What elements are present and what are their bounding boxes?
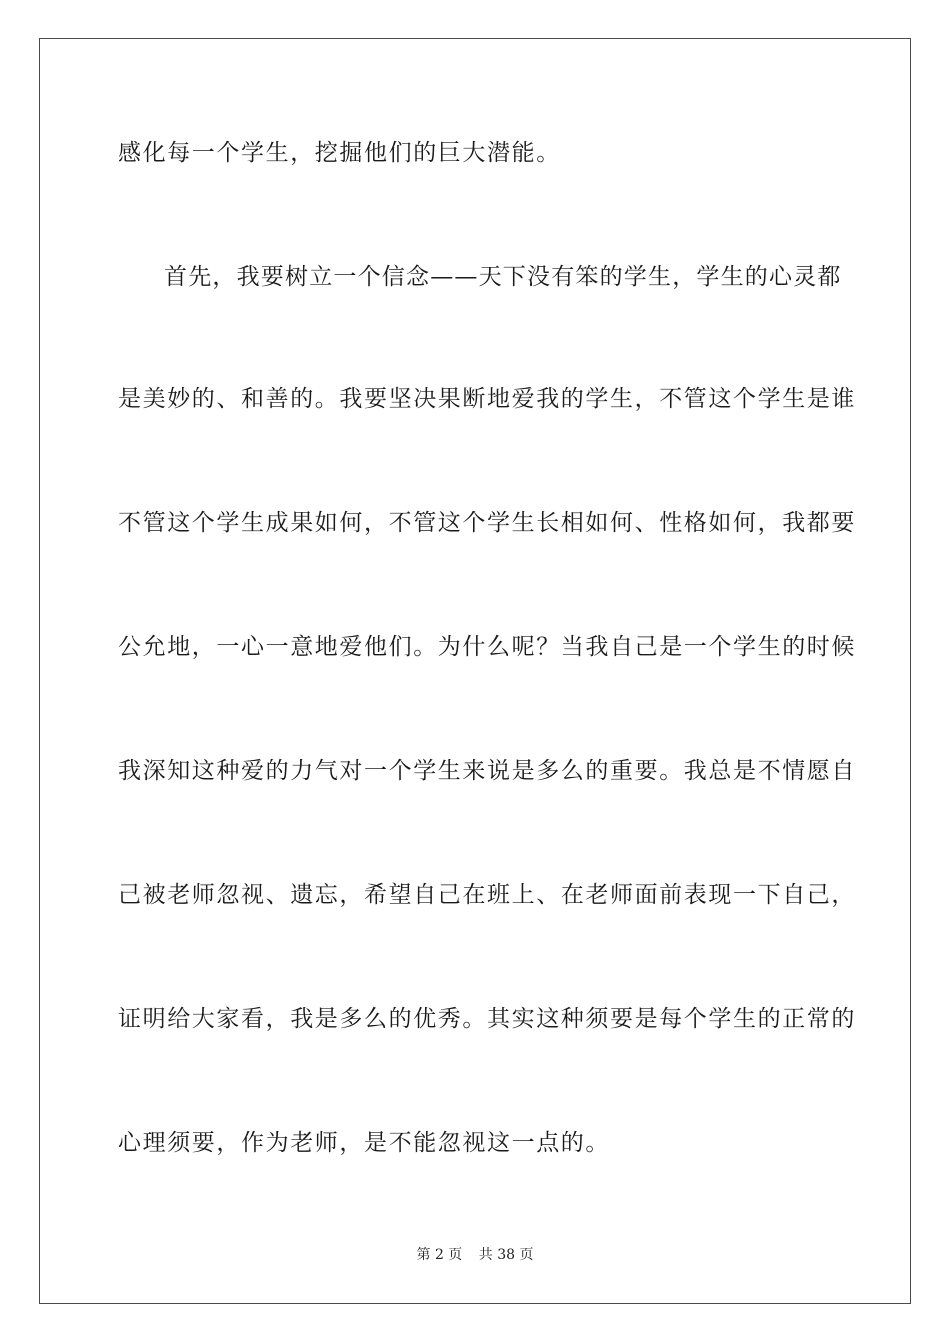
text-line-8: 证明给大家看，我是多么的优秀。其实这种须要是每个学生的正常的 [118, 1006, 856, 1032]
page-number-total: 共 38 页 [478, 1247, 534, 1263]
page-border [39, 38, 911, 1304]
paragraph-first-line: 首先，我要树立一个信念——天下没有笨的学生，学生的心灵都 [164, 264, 842, 290]
text-line-4: 不管这个学生成果如何，不管这个学生长相如何、性格如何，我都要 [118, 510, 856, 536]
page-number-current: 第 2 页 [416, 1247, 463, 1263]
text-line-1: 感化每一个学生，挖掘他们的巨大潜能。 [118, 140, 561, 166]
text-line-7: 己被老师忽视、遗忘，希望自己在班上、在老师面前表现一下自己， [118, 882, 856, 908]
text-line-3: 是美妙的、和善的。我要坚决果断地爱我的学生，不管这个学生是谁 [118, 386, 856, 412]
page-footer [0, 1246, 950, 1264]
text-line-9: 心理须要，作为老师，是不能忽视这一点的。 [118, 1130, 610, 1156]
text-line-6: 我深知这种爱的力气对一个学生来说是多么的重要。我总是不情愿自 [118, 758, 856, 784]
text-line-5: 公允地，一心一意地爱他们。为什么呢？当我自己是一个学生的时候 [118, 634, 856, 660]
